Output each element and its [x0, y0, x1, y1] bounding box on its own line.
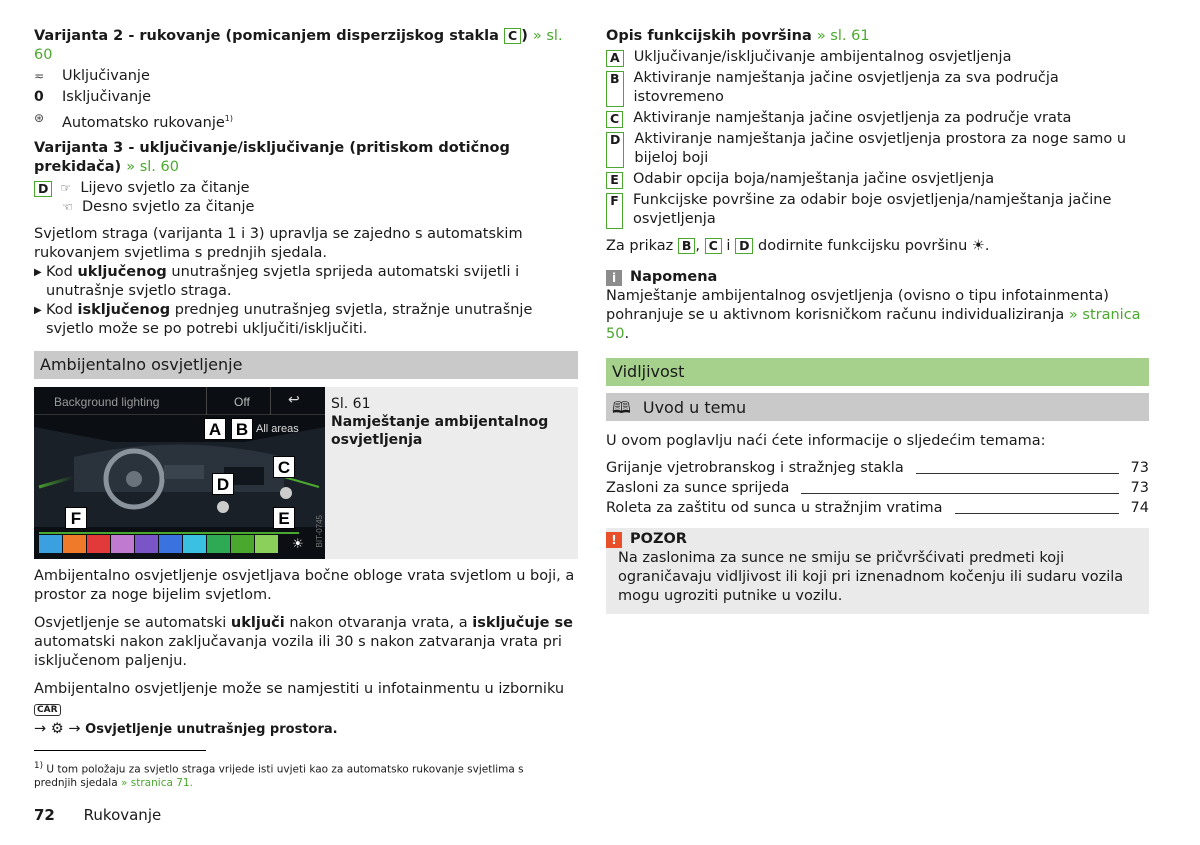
- subsection-title: Uvod u temu: [642, 397, 747, 417]
- def-text: Aktiviranje namještanja jačine osvjetljenja za područje vrata: [633, 110, 1072, 126]
- note-ref-link[interactable]: » stranica 50: [606, 307, 1141, 342]
- figure-code: BIT-0745: [315, 514, 324, 548]
- variant3-ref-link[interactable]: » sl. 60: [126, 158, 179, 175]
- reading-light-left-icon: ☞: [60, 180, 72, 195]
- bullet-arrow-icon: ▶: [34, 266, 42, 278]
- def-key: A: [606, 50, 624, 67]
- def-key: F: [606, 193, 623, 229]
- ambient-off-toggle[interactable]: Off: [234, 394, 250, 409]
- def-a: [606, 48, 1149, 67]
- arrow: →: [68, 720, 81, 737]
- def-text: Odabir opcija boja/namještanja jačine osvjetljenja: [633, 171, 995, 187]
- color-swatch[interactable]: [63, 535, 86, 553]
- functions-heading: [606, 27, 1149, 46]
- color-swatch[interactable]: [159, 535, 182, 553]
- intro-text: U ovom poglavlju naći ćete informacije o sljedećim temama:: [606, 433, 1046, 449]
- def-c: [606, 109, 1149, 128]
- info-icon: i: [606, 270, 622, 286]
- arrow: →: [34, 720, 47, 737]
- light-off-icon: 0: [34, 89, 44, 105]
- def-b: [606, 69, 1149, 107]
- item-label: Automatsko rukovanje$^{1)}$: [62, 114, 234, 131]
- color-swatch[interactable]: [39, 535, 62, 553]
- variant2-item-on: [34, 67, 578, 86]
- toc-text: Grijanje vjetrobranskog i stražnjeg stakla: [606, 460, 904, 476]
- def-d: [606, 130, 1149, 168]
- note-title: Napomena: [630, 269, 718, 285]
- variant3-box: D: [34, 181, 52, 197]
- page-footer: [34, 806, 161, 825]
- def-e: [606, 170, 1149, 189]
- settings-gear-icon: ⚙: [50, 720, 64, 737]
- color-swatch[interactable]: [135, 535, 158, 553]
- footnote-mark: 1): [34, 761, 43, 771]
- warning-box: [606, 528, 1149, 614]
- footnote-ref-link[interactable]: » stranica 71.: [121, 776, 193, 789]
- note-heading: [606, 268, 1149, 287]
- toc-page: 73: [1130, 480, 1149, 496]
- light-auto-icon: ⊛: [34, 111, 45, 125]
- item-label: Lijevo svjetlo za čitanje: [80, 179, 250, 196]
- chapter-name: Rukovanje: [83, 806, 162, 824]
- variant2-box: C: [504, 28, 521, 44]
- figure-61: [34, 387, 578, 559]
- toc-page: 74: [1130, 500, 1149, 516]
- car-menu-icon: CAR: [34, 704, 61, 716]
- toc-text: Roleta za zaštitu od sunca u stražnjim vratima: [606, 500, 943, 516]
- functions-ref-link[interactable]: » sl. 61: [816, 28, 870, 44]
- variant3-item-left: [34, 179, 578, 198]
- def-key: C: [606, 111, 623, 128]
- variant2-heading: [34, 27, 578, 65]
- page-number: 72: [34, 806, 55, 824]
- color-swatch[interactable]: [183, 535, 206, 553]
- warning-heading: [606, 528, 1149, 549]
- variant3-heading: [34, 139, 578, 177]
- toc-page: 73: [1130, 460, 1149, 476]
- section-heading-visibility: Vidljivost: [606, 358, 1149, 386]
- right-column: [606, 27, 1149, 614]
- menu-path: Osvjetljenje unutrašnjeg prostora.: [85, 721, 338, 737]
- color-swatch[interactable]: [111, 535, 134, 553]
- variant3-item-right: [34, 198, 578, 217]
- warning-text: Na zaslonima za sunce ne smiju se pričvršćivati predmeti koji ograničavaju vidljivost ili koji pri iznenadnom kočenju ili sudaru vozila mogu ugroziti putnike u vozilu.: [618, 550, 1124, 604]
- ambient-description: Ambijentalno osvjetljenje osvjetljava bočne obloge vrata svjetlom u boji, a prostor za noge bijelim svjetlom.: [34, 567, 575, 603]
- footnote-divider: [34, 750, 206, 751]
- light-on-icon: ≂: [34, 69, 45, 83]
- screen-title: Background lighting: [54, 394, 160, 409]
- toc-item[interactable]: [606, 459, 1149, 478]
- bullet-text: Kod isključenog prednjeg unutrašnjeg svjetla, stražnje unutrašnje svjetlo može se po potrebi uključiti/isključiti.: [46, 301, 533, 337]
- variant2-paren: ): [521, 28, 528, 44]
- functions-title: Opis funkcijskih površina: [606, 28, 812, 44]
- left-column: [34, 27, 578, 739]
- all-areas-label: All areas: [256, 422, 299, 435]
- variant3-title: Varijanta 3 - uključivanje/isključivanje (pritiskom dotičnog prekidača): [34, 139, 510, 175]
- display-hint: Za prikaz B , C i D dodirnite funkcijsku površinu ☀.: [606, 238, 990, 254]
- hint-box-d: D: [735, 238, 753, 254]
- bullet-text: Kod uključenog unutrašnjeg svjetla sprijeda automatski svijetli i unutrašnje svjetlo straga.: [46, 263, 520, 299]
- infotainment-screen: [34, 387, 325, 559]
- def-text: Aktiviranje namještanja jačine osvjetljenja za sva područja istovremeno: [633, 70, 1059, 105]
- subsection-heading: [606, 393, 1149, 421]
- bullet-off: [34, 301, 578, 339]
- variant2-item-off: [34, 88, 578, 107]
- figure-title: Namještanje ambijentalnog osvjetljenja: [331, 413, 549, 448]
- warning-title: POZOR: [630, 531, 687, 547]
- callout-b: B: [231, 418, 253, 440]
- bullet-arrow-icon: ▶: [34, 304, 42, 316]
- variant2-item-auto: [34, 109, 578, 133]
- def-key: E: [606, 172, 623, 189]
- ambient-auto-paragraph: Osvjetljenje se automatski uključi nakon otvaranja vrata, a isključuje se automatski nakon zaključavanja vozila ili 30 s nakon zatvaranja vrata pri isključenom paljenju.: [34, 614, 573, 669]
- callout-f: F: [65, 507, 87, 529]
- def-text: Funkcijske površine za odabir boje osvjetljenja/namještanja jačine osvjetljenja: [633, 192, 1112, 227]
- item-label: Uključivanje: [62, 68, 150, 84]
- color-swatch[interactable]: [207, 535, 230, 553]
- rear-light-paragraph: Svjetlom straga (varijanta 1 i 3) upravlja se zajedno s automatskim rukovanjem svjetlima s prednjih sjedala.: [34, 225, 523, 261]
- color-swatch[interactable]: [87, 535, 110, 553]
- hint-box-b: B: [678, 238, 696, 254]
- callout-a: A: [204, 418, 226, 440]
- def-f: [606, 191, 1149, 229]
- ambient-menu-paragraph: Ambijentalno osvjetljenje može se namjestiti u infotainmentu u izborniku CAR → ⚙ → Osvjetljenje unutrašnjeg prostora.: [34, 680, 565, 737]
- color-swatch[interactable]: [231, 535, 254, 553]
- figure-number: Sl. 61: [331, 395, 371, 412]
- callout-d: D: [212, 473, 234, 495]
- brightness-icon[interactable]: ☀: [292, 536, 304, 552]
- reading-light-right-icon: ☜: [62, 199, 73, 214]
- warning-icon: !: [606, 532, 622, 548]
- figure-caption: [325, 387, 578, 559]
- def-key: B: [606, 71, 624, 107]
- toc-item[interactable]: [606, 499, 1149, 518]
- def-text: Aktiviranje namještanja jačine osvjetljenja prostora za noge samo u bijeloj boji: [634, 131, 1127, 166]
- toc-item[interactable]: [606, 479, 1149, 498]
- item-label: Desno svjetlo za čitanje: [82, 198, 255, 215]
- bullet-on: [34, 263, 578, 301]
- variant2-title: Varijanta 2 - rukovanje (pomicanjem disperzijskog stakla: [34, 28, 499, 44]
- footnote-text: U tom položaju za svjetlo straga vrijede isti uvjeti kao za automatsko rukovanje svjetlima s prednjih sjedala: [34, 763, 524, 789]
- item-label: Isključivanje: [62, 89, 152, 105]
- back-icon[interactable]: ↩: [288, 391, 300, 408]
- def-key: D: [606, 132, 624, 168]
- variant2-ref-link[interactable]: » sl. 60: [34, 28, 563, 63]
- def-text: Uključivanje/isključivanje ambijentalnog osvjetljenja: [633, 49, 1012, 65]
- footnote-ref: 1): [224, 114, 234, 123]
- hint-box-c: C: [705, 238, 722, 254]
- book-icon: 🕮: [612, 397, 631, 417]
- toc-text: Zasloni za sunce sprijeda: [606, 480, 790, 496]
- footnote: [34, 760, 564, 790]
- color-swatch[interactable]: [255, 535, 278, 553]
- note-text: Namještanje ambijentalnog osvjetljenja (ovisno o tipu infotainmenta) pohranjuje se u aktivnom korisničkom računu individualiziranja » stranica 50.: [606, 288, 1141, 342]
- callout-e: E: [273, 507, 295, 529]
- callout-c: C: [273, 456, 295, 478]
- section-heading-ambient: Ambijentalno osvjetljenje: [34, 351, 578, 379]
